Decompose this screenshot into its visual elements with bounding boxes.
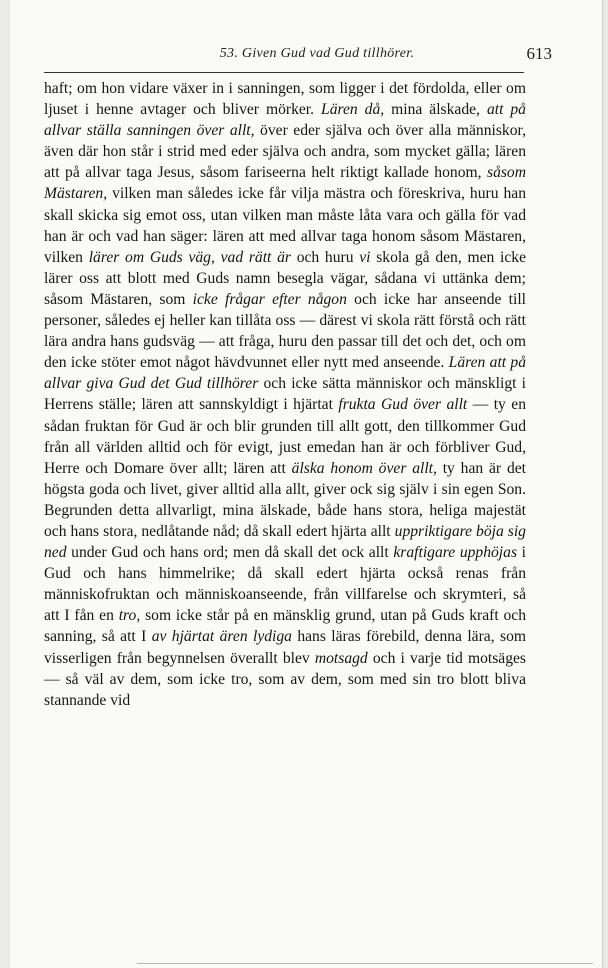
text-run: i Gud och hans himmelrike; då skall edert hjärta också renas från människofruktan och människoanseende, från villfarelse och skrymteri, så att I fån en bbox=[44, 544, 526, 625]
text-run: under Gud och hans ord; men då skall det ock allt bbox=[66, 544, 394, 562]
page-number: 613 bbox=[526, 44, 552, 63]
scan-bottom-edge bbox=[137, 963, 593, 964]
text-run: och icke sätta människor och mänskligt i Herrens ställe; lären att sannskyldigt i hjärtat bbox=[44, 375, 526, 414]
italic-run: lärer om Guds väg, vad rätt är bbox=[88, 248, 291, 266]
italic-run: älska honom över allt, bbox=[291, 459, 437, 477]
italic-run: såsom Mästaren, bbox=[44, 164, 526, 203]
italic-run: Lären då, bbox=[321, 101, 385, 119]
text-run: och i varje tid motsäges — så väl av dem, som icke tro, som av dem, som med sin tro blott bliva stannande vid bbox=[44, 649, 526, 709]
text-run: ty han är det högsta goda och livet, giver alltid alla allt, giver ock sig själv i sin egen Son. Begrunden detta allvarligt, mina älskade, både hans stora, heliga majestät och hans stora, nedlåtande nåd; då skall edert hjärta allt bbox=[44, 459, 526, 540]
italic-run: uppriktigare böja sig ned bbox=[44, 522, 526, 562]
italic-run: av hjärtat ären lydiga bbox=[151, 628, 292, 646]
italic-run: kraftigare upphöjas bbox=[393, 544, 518, 562]
book-page bbox=[10, 0, 602, 968]
text-run: skola gå den, men icke lärer oss att blott med Guds namn besegla vägar, sådana vi uttänka dem; såsom Mästaren, som bbox=[44, 248, 526, 308]
italic-run: motsagd bbox=[314, 649, 368, 667]
italic-run: icke frågar efter någon bbox=[192, 290, 347, 308]
scan-right-edge bbox=[602, 0, 603, 968]
text-run: mina älskade, bbox=[384, 101, 487, 119]
italic-run: vi bbox=[359, 248, 371, 266]
italic-run: Lären att på allvar giva Gud det Gud tillhörer bbox=[44, 354, 527, 393]
italic-run: att på allvar ställa sanningen över allt, bbox=[44, 101, 526, 140]
header-rule bbox=[44, 72, 524, 73]
text-run: vilken man således icke får vilja mästra och föreskriva, huru han skall skicka sig emot oss, utan vilken man måste låta vara och gälla för vad han är och vad han säger: lären att med allvar taga honom såsom Mästaren, vilken bbox=[44, 185, 526, 266]
running-title: 53. Given Gud vad Gud tillhörer. bbox=[219, 46, 415, 61]
italic-run: tro, bbox=[118, 607, 141, 625]
italic-run: frukta Gud över allt bbox=[338, 396, 468, 414]
text-run: — ty en sådan fruktan för Gud är och blir grunden till allt gott, den tillkommer Gud från all världen alltid och för evigt, just emedan han är och förbliver Gud, Herre och Domare över allt; lären att bbox=[44, 396, 526, 477]
text-run: och icke har anseende till personer, således ej heller kan tillåta oss — därest vi skola rätt förstå och rätt lära andra hans gudsväg — att fråga, huru den passar till det och det, och om den icke stöter emot något hävdvunnet eller nytt med anseende. bbox=[44, 290, 527, 372]
body-paragraph bbox=[44, 78, 526, 711]
text-run: som icke står på en mänsklig grund, utan på Guds kraft och sanning, så att I bbox=[44, 607, 526, 646]
page-header bbox=[44, 46, 590, 68]
text-run: hans läras förebild, denna lära, som visserligen från begynnelsen överallt blev bbox=[44, 628, 526, 667]
text-run: över eder själva och över alla människor, även där hon står i strid med eder själva och andra, som mycket gälla; lären att på allvar taga Jesus, såsom fariseerna helt riktigt kallade honom, bbox=[44, 122, 526, 182]
text-run: och huru bbox=[290, 248, 360, 266]
text-run: haft; om hon vidare växer in i sanningen, som ligger i det fördolda, eller om ljuset i henne avtager och bliver mörker. bbox=[44, 80, 526, 119]
